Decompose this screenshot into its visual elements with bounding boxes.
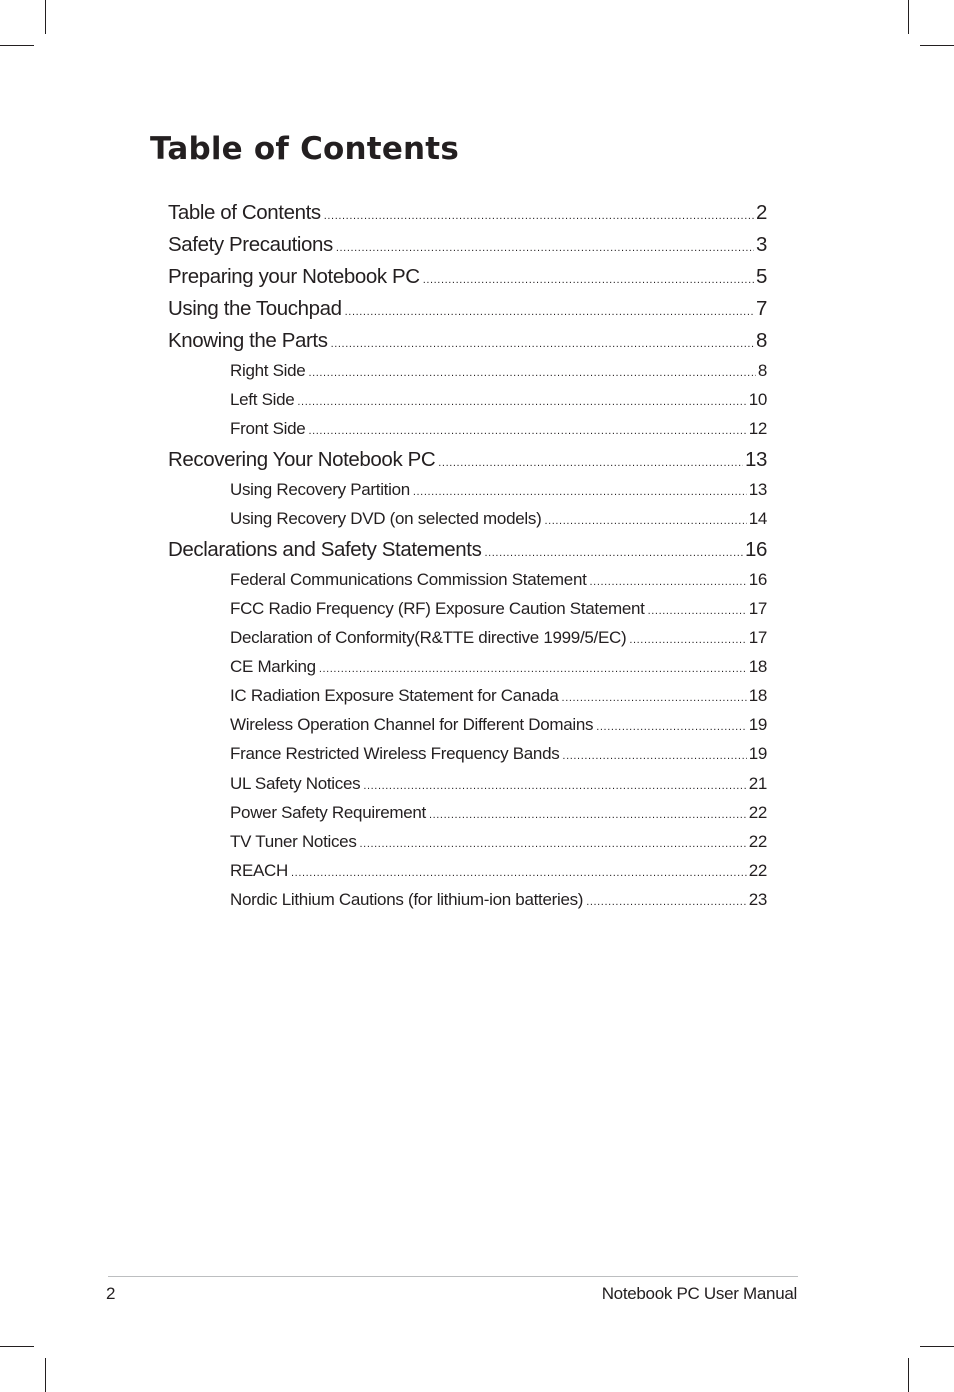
toc-entry-page: 13 [744,448,767,471]
toc-entry-title: Nordic Lithium Cautions (for lithium-ion batteries) [230,890,584,909]
toc-entry-title: UL Safety Notices [230,774,361,793]
toc-entry-page: 17 [748,599,767,618]
toc-dot-leader [629,628,746,652]
toc-entry-page: 14 [748,509,767,528]
toc-entry-page: 22 [748,803,767,822]
toc-entry-page: 18 [748,686,767,705]
toc-dot-leader [438,449,743,477]
toc-entry-title: Wireless Operation Channel for Different Domains [230,715,594,734]
toc-entry[interactable] [230,507,767,533]
toc-entry-title: Using Recovery Partition [230,480,410,499]
toc-entry-page: 10 [748,390,767,409]
toc-entry-page: 19 [748,744,767,763]
toc-dot-leader [324,202,754,230]
toc-entry-page: 2 [755,201,767,224]
page-title: Table of Contents [150,131,459,167]
footer-manual-title: Notebook PC User Manual [601,1284,797,1303]
toc-entry-title: Recovering Your Notebook PC [168,448,436,471]
toc-entry-title: TV Tuner Notices [230,832,357,851]
toc-dot-leader [429,803,747,827]
toc-dot-leader [319,657,747,681]
toc-dot-leader [586,890,747,914]
toc-entry-page: 22 [748,832,767,851]
toc-dot-leader [562,686,747,710]
toc-dot-leader [331,330,754,358]
toc-entry[interactable] [230,742,767,768]
toc-entry[interactable] [168,536,767,567]
toc-entry[interactable] [168,295,767,326]
toc-dot-leader [336,234,754,262]
toc-entry-page: 16 [748,570,767,589]
toc-entry-page: 23 [748,890,767,909]
toc-entry-page: 5 [755,265,767,288]
toc-entry[interactable] [230,859,767,885]
toc-dot-leader [544,509,746,533]
toc-dot-leader [596,715,746,739]
toc-entry[interactable] [168,231,767,262]
toc-entry[interactable] [230,417,767,443]
toc-entry[interactable] [230,888,767,914]
toc-entry[interactable] [230,568,767,594]
toc-dot-leader [297,390,746,414]
toc-dot-leader [413,480,747,504]
toc-entry-page: 19 [748,715,767,734]
toc-dot-leader [291,861,747,885]
toc-entry[interactable] [230,684,767,710]
toc-entry-page: 13 [748,480,767,499]
toc-entry-title: Using the Touchpad [168,297,342,320]
toc-entry[interactable] [230,801,767,827]
toc-entry-title: Using Recovery DVD (on selected models) [230,509,542,528]
toc-dot-leader [308,361,755,385]
toc-entry-page: 21 [748,774,767,793]
toc-entry-title: Declaration of Conformity(R&TTE directive 1999/5/EC) [230,628,627,647]
toc-dot-leader [345,298,754,326]
toc-entry-title: Declarations and Safety Statements [168,538,482,561]
toc-entry-title: IC Radiation Exposure Statement for Canada [230,686,559,705]
toc-entry-title: Safety Precautions [168,233,333,256]
toc-dot-leader [360,832,747,856]
toc-entry-title: REACH [230,861,289,880]
toc-entry-page: 3 [755,233,767,256]
toc-entry[interactable] [230,772,767,798]
toc-entry[interactable] [230,655,767,681]
toc-entry-title: FCC Radio Frequency (RF) Exposure Caution Statement [230,599,645,618]
toc-entry[interactable] [230,830,767,856]
toc-entry-title: Power Safety Requirement [230,803,426,822]
toc-dot-leader [648,599,747,623]
toc-entry-title: Knowing the Parts [168,329,328,352]
toc-entry[interactable] [168,263,767,294]
toc-entry-page: 16 [744,538,767,561]
toc-entry-title: Preparing your Notebook PC [168,265,420,288]
toc-dot-leader [562,744,746,768]
toc-entry-title: France Restricted Wireless Frequency Bands [230,744,560,763]
toc-dot-leader [363,774,746,798]
toc-entry[interactable] [230,626,767,652]
toc-entry[interactable] [230,713,767,739]
toc-dot-leader [590,570,747,594]
toc-entry-page: 17 [748,628,767,647]
footer-page-number: 2 [106,1284,116,1303]
toc-dot-leader [308,419,746,443]
toc-entry[interactable] [230,478,767,504]
toc-entry-title: Front Side [230,419,306,438]
toc-dot-leader [484,539,743,567]
toc-entry[interactable] [168,327,767,358]
toc-entry[interactable] [230,359,767,385]
toc-entry-page: 8 [755,329,767,352]
toc-entry-page: 12 [748,419,767,438]
toc-entry-title: Table of Contents [168,201,321,224]
toc-entry[interactable] [230,597,767,623]
toc-entry-title: Left Side [230,390,295,409]
toc-entry-title: Right Side [230,361,306,380]
toc-entry-page: 8 [757,361,767,380]
toc-entry[interactable] [168,199,767,230]
toc-dot-leader [423,266,754,294]
footer-divider [108,1276,798,1277]
toc-entry[interactable] [168,446,767,477]
toc-entry-title: CE Marking [230,657,316,676]
toc-entry-page: 22 [748,861,767,880]
toc-entry[interactable] [230,388,767,414]
toc-entry-page: 7 [755,297,767,320]
toc-entry-title: Federal Communications Commission Statement [230,570,587,589]
toc-entry-page: 18 [748,657,767,676]
